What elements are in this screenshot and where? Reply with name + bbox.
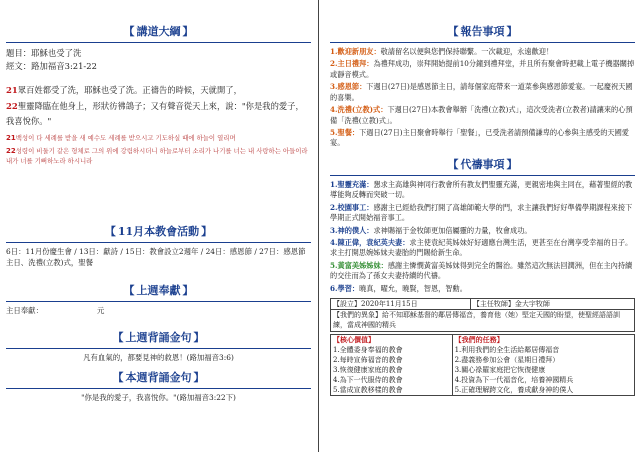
prayer-item: 4.陳正偉，袁紀英夫妻：求主使袁紀英姊妹好好適應台灣生活，更甚至在台灣享受幸福的日子。求主打開思婉姊妹夫妻胎的門賜給新生命。 bbox=[330, 238, 633, 258]
prayer-list bbox=[330, 180, 635, 294]
prayer-item: 2.校園事工：感謝主已經給我們打開了高雄師範大學的門，求主讓我們好好準備學期課程來接下學期正式開始福音事工。 bbox=[330, 202, 633, 223]
mission-item: 5.正確理解跨文化，養成獻身神的僕人 bbox=[454, 386, 574, 395]
memory-this-verse: "你是我的愛子，我喜悅你。"(路加福音3:22下) bbox=[81, 392, 236, 402]
report-item: 4.洗禮(立教)式：下週日(27日)本教會舉辦「洗禮(立教)式」，這次受洗者(立教者)請讓來的心預備「洗禮(立教)式」。 bbox=[330, 105, 633, 125]
mission-item: 1.利用我們的全生活給鄰居傳福音 bbox=[454, 345, 560, 354]
verse-21: 21眾百姓都受了洗，耶穌也受了洗。正禱告的時候，天就開了， bbox=[6, 85, 242, 97]
scripture-verses bbox=[6, 84, 311, 127]
prayer-item: 6.學習：曉真，曜允，曉賢，智恩，智勳。 bbox=[330, 283, 467, 293]
value-item: 3.恢復健康家庭的教會 bbox=[333, 366, 403, 375]
prayer-item: 3.神的僕人：求神賜福于金牧師更加倍屬靈的力量，牧會成功。 bbox=[330, 225, 532, 235]
left-column bbox=[6, 0, 311, 404]
report-item: 2.主日禮拜：為禮拜成功，崇拜開始提前10分鐘到禮拜堂，并且所有聚會時把載上電子機器關掉或靜音模式。 bbox=[330, 59, 635, 79]
value-item: 1.全體委身奉福的教會 bbox=[333, 345, 403, 354]
offering-heading: 【 上週奉獻 】 bbox=[123, 283, 194, 297]
established-cell: 【設立】2020年11月15日 bbox=[331, 299, 471, 310]
pastor-cell: 【主任牧師】金大宇牧師 bbox=[470, 299, 634, 310]
memory-last-heading: 【 上週背誦金句 】 bbox=[112, 331, 205, 345]
prayer-rule bbox=[330, 175, 635, 176]
prayer-item: 5.黃富美姊姊妹：感謝主憐憫黃富美姊妹得到完全的醫治。雖然這次無法回潤洲，但在主內持續的交往而為了孫女夫妻持續的代禱。 bbox=[330, 260, 633, 281]
core-values-heading: 【核心價值】 bbox=[333, 334, 375, 344]
values-table bbox=[330, 334, 635, 397]
church-info-table bbox=[330, 298, 635, 331]
korean-verse-21: 21백성이 다 세례를 받을 새 예수도 세례를 받으시고 기도하실 때에 하늘이 열리며 bbox=[6, 134, 236, 143]
memory-last-rule bbox=[6, 348, 311, 349]
activities-rule bbox=[6, 242, 311, 243]
memory-last-verse: 凡有血氣的，都要見神的救恩！(路加福音3:6) bbox=[83, 353, 234, 363]
report-item: 1.歡迎新朋友：敬請留名以便與您們保持聯繫。一次載迎，永遠歡迎！ bbox=[330, 46, 554, 56]
missions-heading: 【我們的任務】 bbox=[454, 334, 504, 344]
sermon-scripture: 經文：路加福音3:21-22 bbox=[6, 60, 97, 71]
mission-item: 3.關心祿羅家庭把它恢復健康 bbox=[454, 366, 546, 375]
activities-heading: 【 11月本教會活動 】 bbox=[104, 225, 213, 239]
missions bbox=[452, 334, 634, 396]
offering-line: 主日奉獻： 元 bbox=[6, 305, 105, 315]
reports-list bbox=[330, 47, 635, 149]
church-info-box bbox=[330, 298, 635, 396]
verse-22: 22聖靈降臨在他身上，形狀彷彿鴿子；又有聲音從天上來，說："你是我的愛子，我喜悅你。" bbox=[6, 101, 304, 126]
activities-text: 6日：11月份慶生會 / 13日：獻詩 / 15日：教會設立2週年 / 24日：感恩節 / 27日：感恩節主日、洗禮(立教)式，聖餐 bbox=[6, 247, 306, 267]
korean-verse-22: 22성령이 비둘기 같은 형체로 그의 위에 강림하시더니 하늘로부터 소리가 나기를 너는 내 사랑하는 아들이라 내가 너를 기뻐하노라 하시니라 bbox=[6, 146, 308, 165]
vision-cell: 【我們的異象】給不知耶穌基督的鄰居傳福音，養育他（她）堅定天國的盼望，使聖經語語訓練，當成神國的精兵 bbox=[331, 310, 635, 331]
core-values bbox=[331, 334, 453, 396]
value-item: 4.為下一代服侍的教會 bbox=[333, 376, 403, 385]
report-item: 3.感恩節：下週日(27日)是感恩節主日，請每個家庭帶來一道菜參與感恩節愛宴。一起慶祝天國的喜樂。 bbox=[330, 82, 633, 102]
value-item: 5.當成宣教移樣的教會 bbox=[333, 386, 403, 395]
memory-this-rule bbox=[6, 388, 311, 389]
sermon-title: 題目：耶穌也受了洗 bbox=[6, 47, 82, 58]
mission-item: 2.盡義務參加公會（星期日禮拜） bbox=[454, 355, 560, 364]
memory-this-heading: 【 本週背誦金句 】 bbox=[112, 370, 205, 384]
value-item: 2.每時宣佈福音的教會 bbox=[333, 355, 403, 364]
report-item: 5.聖餐：下週日(27日)主日聚會時舉行「聖餐」，已受洗者請預備謙卑的心參與主感受的天國愛宴。 bbox=[330, 128, 629, 148]
mission-item: 4.投資為下一代福音化，培養神國精兵 bbox=[454, 376, 574, 385]
prayer-heading: 【 代禱事項 】 bbox=[447, 157, 518, 171]
offering-rule bbox=[6, 301, 311, 302]
sermon-heading: 【 講道大綱 】 bbox=[123, 25, 194, 38]
sermon-rule bbox=[6, 42, 311, 43]
reports-rule bbox=[330, 42, 635, 43]
reports-heading: 【 報告事項 】 bbox=[447, 25, 518, 38]
right-column bbox=[330, 0, 635, 396]
korean-verses bbox=[6, 133, 311, 166]
column-divider bbox=[318, 0, 319, 452]
prayer-item: 1.聖靈充滿：懇求主高雄與神同行教會所有教友們聖靈充滿，更親密地與主同在，藉著聖經的教導能夠反轉而突破一切。 bbox=[330, 179, 633, 200]
